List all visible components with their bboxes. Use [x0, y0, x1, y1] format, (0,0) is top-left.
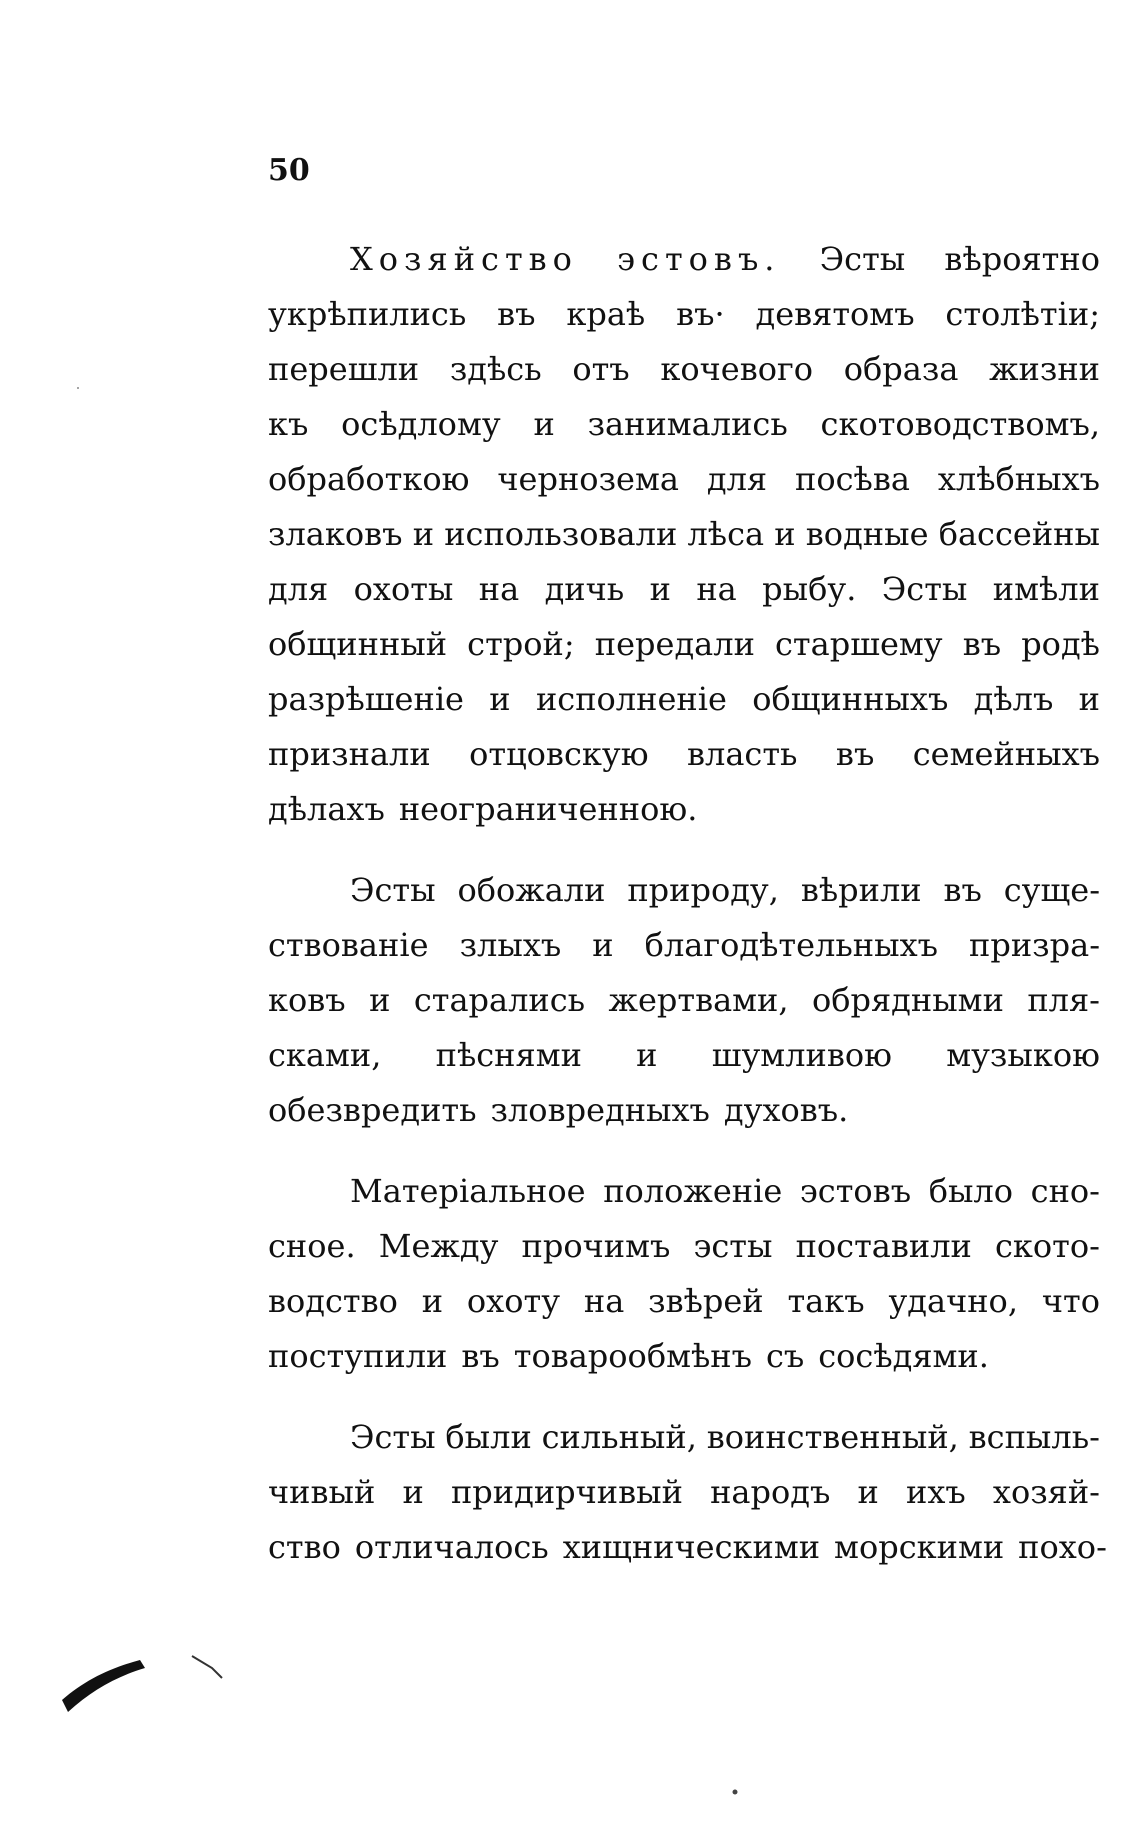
- text-line: поступили въ товарообмѣнъ съ сосѣдями.: [268, 1337, 989, 1375]
- page-number: 50: [268, 153, 310, 188]
- text-line: злаковъ и использовали лѣса и водные бассейны: [268, 515, 1100, 553]
- text-line: укрѣпились въ краѣ въ· девятомъ столѣтіи;: [268, 295, 1100, 333]
- text-line: Эсты обожали природу, вѣрили въ суще-: [350, 871, 1100, 909]
- text-line: Эсты были сильный, воинственный, вспыль-: [350, 1418, 1100, 1456]
- text-line: ковъ и старались жертвами, обрядными пля-: [268, 981, 1100, 1019]
- text-line: водство и охоту на звѣрей такъ удачно, что: [268, 1282, 1100, 1320]
- text-line: ство отличалось хищническими морскими похо-: [268, 1528, 1107, 1566]
- text-line: обезвредить зловредныхъ духовъ.: [268, 1091, 849, 1129]
- ink-scratch: [192, 1656, 222, 1678]
- text-line: для охоты на дичь и на рыбу. Эсты имѣли: [268, 570, 1100, 608]
- text-line: разрѣшеніе и исполненіе общинныхъ дѣлъ и: [268, 680, 1100, 718]
- dust-speck: [77, 387, 79, 389]
- ink-smudge: [62, 1660, 145, 1712]
- dust-speck: [733, 1790, 738, 1795]
- text-line: дѣлахъ неограниченною.: [268, 790, 698, 828]
- text-line: Хозяйство эстовъ. Эсты вѣроятно: [350, 240, 1100, 278]
- text-line: признали отцовскую власть въ семейныхъ: [268, 735, 1100, 773]
- text-line: ствованіе злыхъ и благодѣтельныхъ призра-: [268, 926, 1100, 964]
- text-line: сками, пѣснями и шумливою музыкою: [268, 1036, 1100, 1074]
- text-line: сное. Между прочимъ эсты поставили ското-: [268, 1227, 1100, 1265]
- text-line: чивый и придирчивый народъ и ихъ хозяй-: [268, 1473, 1100, 1511]
- text-line: общинный строй; передали старшему въ родѣ: [268, 625, 1100, 663]
- text-line: перешли здѣсь отъ кочевого образа жизни: [268, 350, 1100, 388]
- text-line: Матеріальное положеніе эстовъ было сно-: [350, 1172, 1100, 1210]
- text-line: къ осѣдлому и занимались скотоводствомъ,: [268, 405, 1100, 443]
- text-line: обработкою чернозема для посѣва хлѣбныхъ: [268, 460, 1100, 498]
